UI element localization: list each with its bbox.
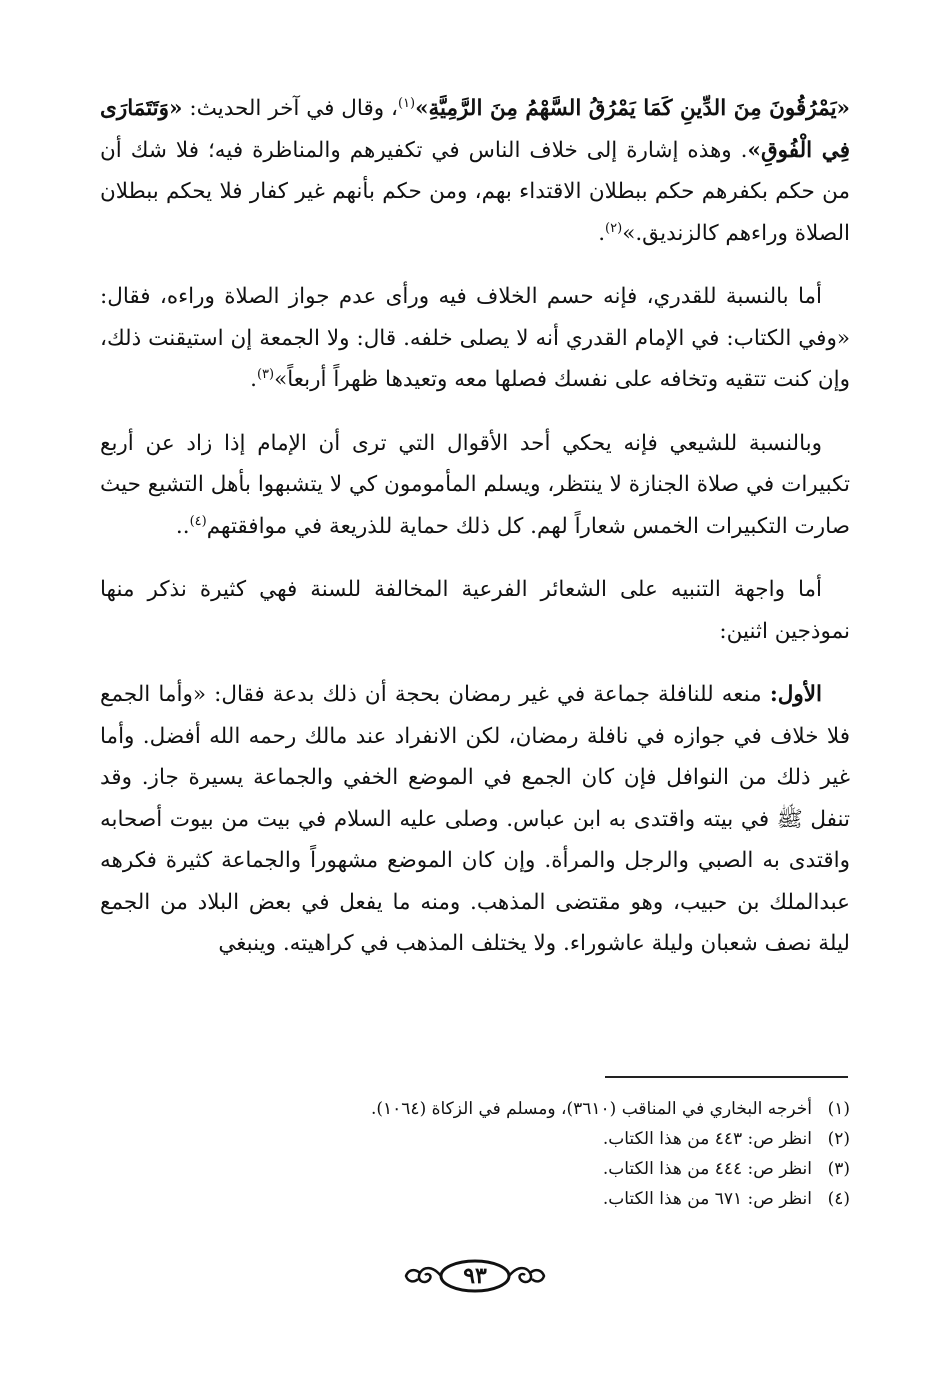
paragraph-5-text: منعه للنافلة جماعة في غير رمضان بحجة أن ذلك بدعة فقال: «وأما الجمع فلا خلاف في جوازه في نافلة رمضان، لكن الانفراد عند مالك رحمه الله أفضل. وأما غير ذلك من النوافل فإن كان الجمع في الموضع الخفي والجماعة يسيرة جاز. وقد تنفل ﷺ في بيته واقتدى به ابن عباس. وصلى عليه السلام في بيت من بيوت أصحابه واقتدى به الصبي والرجل والمرأة. وإن كان الموضع مشهوراً والجماعة كثيرة فكرهه عبدالملك بن حبيب، وهو مقتضى المذهب. ومنه ما يفعل في بعض البلاد من الجمع ليلة نصف شعبان وليلة عاشوراء. ولا يختلف المذهب في كراهيته. وينبغي <box>100 682 850 956</box>
paragraph-2-end: . <box>250 367 257 392</box>
footnote-ref-3: (٣) <box>256 366 275 382</box>
footnote-ref-1: (١) <box>397 95 416 111</box>
footnotes <box>100 1094 850 1214</box>
footnote-text: انظر ص: ٤٤٣ من هذا الكتاب. <box>602 1129 812 1149</box>
footnote-2 <box>100 1124 850 1154</box>
paragraph-5-lead: الأول: <box>769 682 822 707</box>
footnote-ref-2: (٢) <box>605 220 623 236</box>
footnote-number: (٤) <box>827 1189 850 1209</box>
paragraph-4-text: أما واجهة التنبيه على الشعائر الفرعية المخالفة للسنة فهي كثيرة نذكر منها نموذجين اثنين: <box>100 577 850 644</box>
footnote-text: انظر ص: ٤٤٤ من هذا الكتاب. <box>602 1159 812 1179</box>
paragraph-4 <box>100 569 850 652</box>
page-body <box>100 88 850 987</box>
paragraph-5 <box>100 674 850 965</box>
paragraph-2 <box>100 276 850 401</box>
paragraph-3 <box>100 423 850 548</box>
footnote-number: (٣) <box>827 1159 850 1179</box>
paragraph-1-end: . <box>598 220 606 246</box>
hadith-quote-2: «وَتَتَمَارَى فِي الْفُوقِ» <box>100 96 850 163</box>
hadith-quote-1: «يَمْرُقُونَ مِنَ الدِّينِ كَمَا يَمْرُقُ السَّهْمُ مِنَ الرَّمِيَّةِ» <box>415 96 850 121</box>
footnote-text: أخرجه البخاري في المناقب (٣٦١٠)، ومسلم في الزكاة (١٠٦٤). <box>370 1099 812 1119</box>
footnote-text: انظر ص: ٦٧١ من هذا الكتاب. <box>602 1189 812 1209</box>
page-number-folio <box>400 1256 550 1296</box>
paragraph-1-rest: . وهذه إشارة إلى خلاف الناس في تكفيرهم والمناظرة فيه؛ فلا شك أن من حكم بكفرهم حكم ببطلان الاقتداء بهم، ومن حكم بأنهم غير كفار فلا يحكم ببطلان الصلاة وراءهم كالزنديق.» <box>100 137 850 246</box>
footnote-4 <box>100 1184 850 1214</box>
footnote-1 <box>100 1094 850 1124</box>
paragraph-1 <box>100 88 850 254</box>
paragraph-3-text: وبالنسبة للشيعي فإنه يحكي أحد الأقوال التي ترى أن الإمام إذا زاد عن أربع تكبيرات في صلاة الجنازة لا ينتظر، ويسلم المأمومون كي لا يتشبهوا بأهل التشيع حيث صارت التكبيرات الخمس شعاراً لهم. كل ذلك حماية للذريعة في موافقتهم <box>100 430 850 539</box>
footnote-divider <box>605 1076 848 1078</box>
footnote-3 <box>100 1154 850 1184</box>
paragraph-3-end: .. <box>175 513 190 539</box>
page-number: ٩٣ <box>463 1263 487 1289</box>
footnote-number: (٢) <box>827 1129 850 1149</box>
paragraph-2-text: أما بالنسبة للقدري، فإنه حسم الخلاف فيه ورأى عدم جواز الصلاة وراءه، فقال: «وفي الكتاب: في الإمام القدري أنه لا يصلى خلفه. قال: ولا الجمعة إن استيقنت ذلك، وإن كنت تتقيه وتخافه على نفسك فصلها معه وتعيدها ظهراً أربعاً» <box>100 284 850 392</box>
paragraph-1-mid: ، وقال في آخر الحديث: <box>182 96 398 121</box>
footnote-ref-4: (٤) <box>189 513 207 529</box>
footnote-number: (١) <box>827 1099 850 1119</box>
